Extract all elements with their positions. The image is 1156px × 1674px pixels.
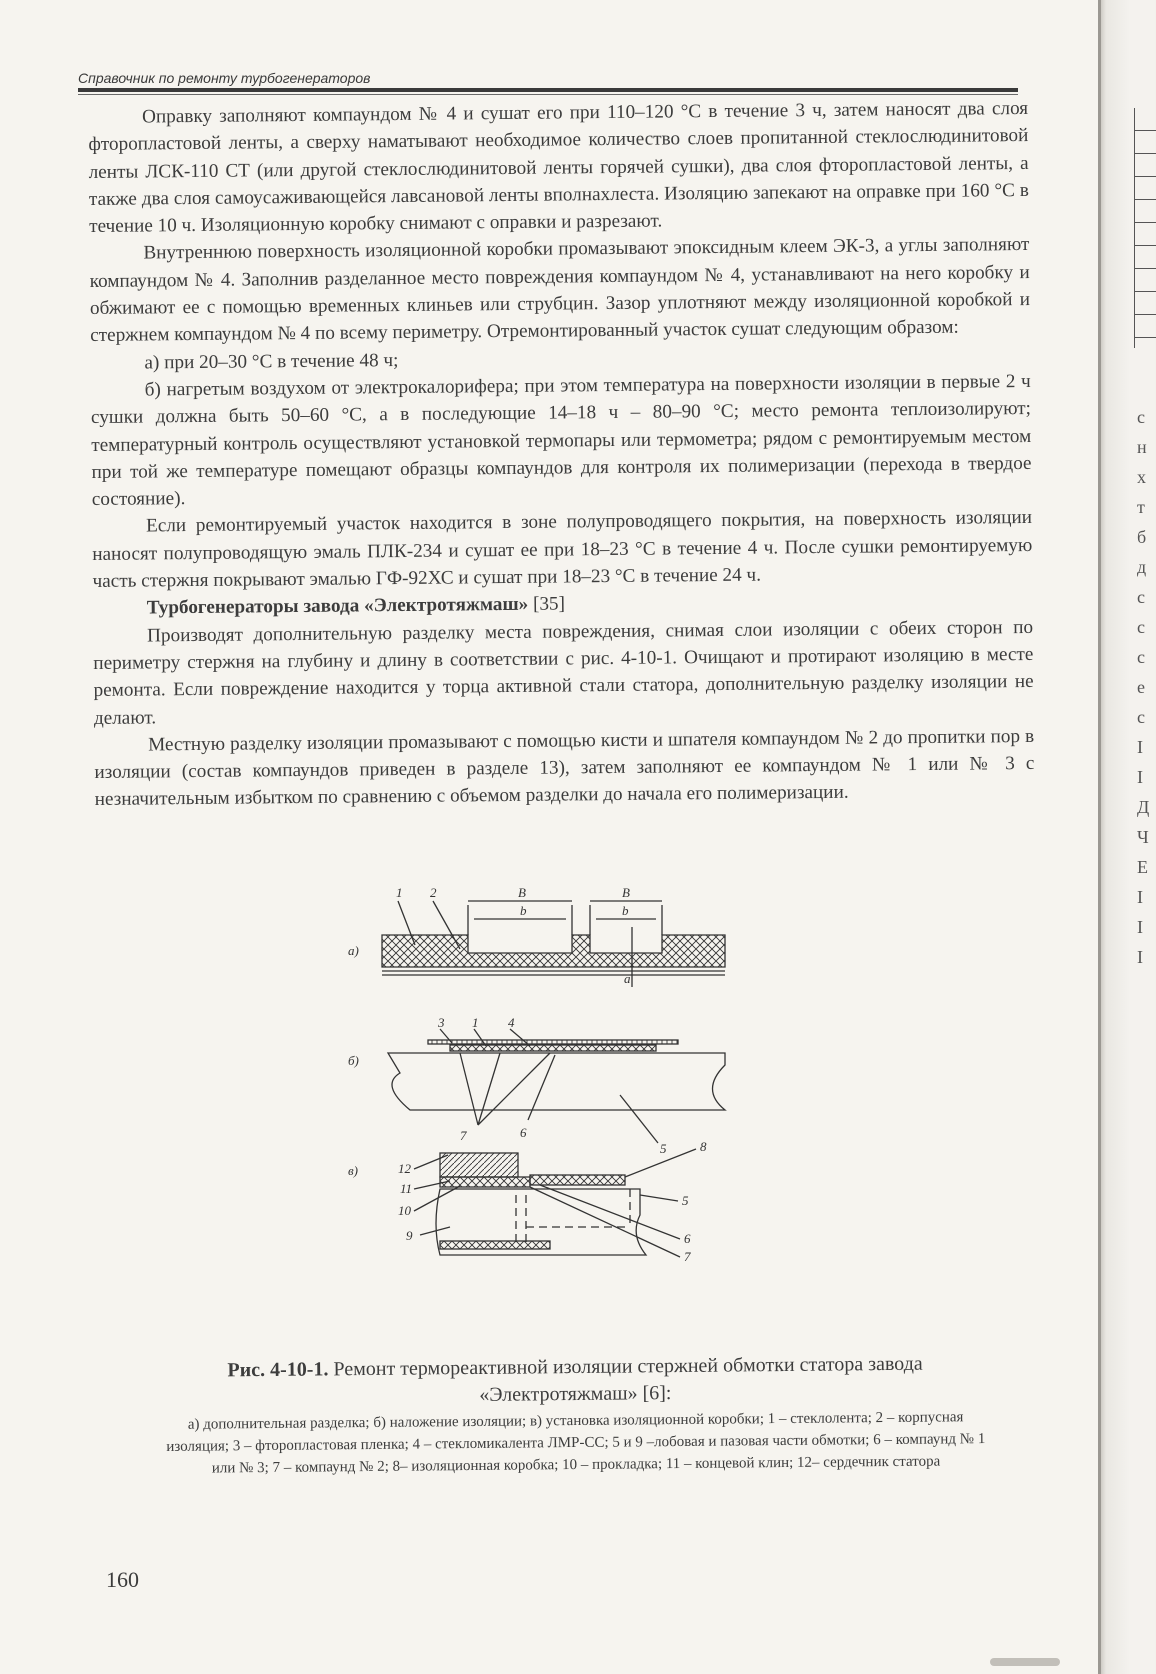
fragment-letter: І (1137, 767, 1143, 787)
glass-mica-tape (450, 1045, 656, 1051)
panel-a-label: а) (348, 943, 359, 958)
fragment-letter: н (1137, 437, 1147, 457)
page-edge (1098, 0, 1101, 1674)
callout-2: 2 (430, 885, 437, 900)
panel-b-label: б) (348, 1053, 359, 1068)
table-row (1135, 292, 1156, 315)
paragraph: Производят дополнительную разделку места повреждения, снимая слои изоляции с обеих сторон по периметру стержня на глубину и длину в соответствии с рис. 4-10-1. Очищают и протирают изоляцию в месте ремонта. Если повреждение находится у торца активной стали статора, дополнительную разделку изоляции не делают. (93, 616, 1034, 729)
list-item: б) нагретым воздухом от электрокалорифера; при этом температура на поверхности изоляции в первые 2 ч сушки должна быть 50–60 °С, а в последующие 14–18 ч – 80–90 °С; место ремонта теплоизолируют; температурный контроль осуществляют установкой термопары или термометра; рядом с ремонтируемым местом при той же температуре помещают образцы компаундов для контроля их полимеризации (перехода в твердое состояние). (90, 370, 1032, 511)
panel-v-label: в) (348, 1163, 358, 1178)
fragment-letter: Д (1137, 797, 1150, 817)
end-wedge (440, 1177, 530, 1187)
callout-11: 11 (400, 1181, 413, 1196)
leader-line (420, 1227, 450, 1235)
fragment-letter: Ч (1137, 827, 1149, 847)
fragment-letter: Е (1137, 857, 1148, 877)
fluoroplastic-film (428, 1040, 678, 1044)
fragment-letter: І (1137, 917, 1143, 937)
bar-insulation-a (382, 935, 725, 967)
callout-5: 5 (660, 1141, 667, 1156)
fragment-letter: д (1137, 557, 1147, 577)
list-item: а) при 20–30 °С в течение 48 ч; (144, 349, 399, 374)
leader-line (640, 1195, 678, 1201)
fragment-letter: с (1137, 707, 1145, 727)
dim-a-label: а (624, 971, 631, 986)
repair-diagram (340, 885, 810, 1345)
caption-legend: а) дополнительная разделка; б) наложение изоляции; в) установка изоляционной коробки; 1 – стеклолента; 2 – корпусная изоляция; 3 – фторопластовая пленка; 4 – стекломикалента ЛМР-СС; 5 и 9 –лобовая и пазовая части обмотки; 6 – компаунд № 1 или № 3; 7 – компаунд № 2; 8– изоляционная коробка; 10 – прокладка; 11 – концевой клин; 12– сердечник статора (166, 1409, 986, 1477)
figure-4-10-1 (340, 885, 810, 1345)
next-page-text-fragment (1137, 402, 1155, 972)
fragment-letter: е (1137, 677, 1145, 697)
callout-5: 5 (682, 1193, 689, 1208)
leader-line (460, 1053, 478, 1125)
callout-10: 10 (398, 1203, 411, 1218)
callout-7: 7 (684, 1249, 691, 1264)
caption-figure-number: Рис. 4-10-1. (227, 1358, 329, 1382)
table-row (1135, 177, 1156, 200)
callout-1: 1 (472, 1015, 479, 1030)
subheading-title: Турбогенераторы завода «Электротяжмаш» (146, 594, 529, 619)
fragment-letter: т (1137, 497, 1145, 517)
fragment-letter: х (1137, 467, 1146, 487)
dim-B-label: B (622, 885, 630, 900)
winding-section (388, 1053, 725, 1110)
table-row (1135, 200, 1156, 223)
table-row (1135, 131, 1156, 154)
fragment-letter: с (1137, 647, 1145, 667)
dim-b-label: b (622, 903, 629, 918)
stator-core (440, 1153, 518, 1177)
dim-B-label: B (518, 885, 526, 900)
fragment-letter: с (1137, 407, 1145, 427)
fragment-letter: І (1137, 887, 1143, 907)
body-text (88, 95, 1035, 814)
paragraph: Если ремонтируемый участок находится в зоне полупроводящего покрытия, на поверхность изоляции наносят полупроводящую эмаль ПЛК-234 и сушат ее при 18–23 °С в течение 4 ч. После сушки ремонтируемую часть стержня покрывают эмалью ГФ-92ХС и сушат при 18–23 °С в течение 24 ч. (92, 507, 1033, 593)
fragment-letter: І (1137, 947, 1143, 967)
table-row (1135, 315, 1156, 338)
callout-3: 3 (438, 1015, 445, 1030)
bottom-insulation (440, 1241, 550, 1249)
scan-smudge (990, 1658, 1060, 1666)
header-rule-thin (78, 94, 1018, 95)
paragraph: Оправку заполняют компаундом № 4 и сушат его при 110–120 °С в течение 3 ч, затем наносят два слоя фторопластовой ленты, а сверху наматывают необходимое количество слоев пропитанной стеклослюдинитовой ленты ЛСК-110 СТ (или другой стеклослюдинитовой ленты горячей сушки), два слоя фторопластовой ленты, а также два слоя самоусаживающейся лавсановой ленты вполнахлеста. Изоляцию запекают на оправке при 160 °С в течение 10 ч. Изоляционную коробку снимают с оправки и разрезают. (88, 97, 1029, 238)
callout-4: 4 (508, 1015, 515, 1030)
callout-9: 9 (406, 1228, 413, 1243)
fragment-letter: с (1137, 617, 1145, 637)
header-rule (78, 88, 1018, 92)
callout-6: 6 (520, 1125, 527, 1140)
dim-b-label: b (520, 903, 527, 918)
callout-1: 1 (396, 885, 403, 900)
caption-title-text: Ремонт термореактивной изоляции стержней обмотки статора завода «Электротяжмаш» [6]: (328, 1352, 923, 1406)
leader-line (620, 1095, 658, 1143)
caption-title (160, 1350, 990, 1412)
leader-line (540, 1185, 680, 1239)
table-row (1135, 269, 1156, 292)
callout-7: 7 (460, 1128, 467, 1143)
callout-6: 6 (684, 1231, 691, 1246)
table-row (1135, 154, 1156, 177)
paragraph: Местную разделку изоляции промазывают с помощью кисти и шпателя компаундом № 2 до пропитки пор в изоляции (состав компаундов приведен в разделе 13), затем заполняют ее компаундом № 1 или № 3 с незначительным избытком по сравнению с объемом разделки до начала его полимеризации. (94, 725, 1035, 811)
fragment-letter: б (1137, 527, 1147, 547)
fragment-letter: с (1137, 587, 1145, 607)
insulation-box (530, 1175, 625, 1185)
table-row (1135, 223, 1156, 246)
page-number: 160 (106, 1567, 139, 1592)
next-page-table-fragment (1134, 108, 1156, 348)
figure-caption (160, 1350, 991, 1480)
callout-8: 8 (700, 1139, 707, 1154)
callout-12: 12 (398, 1161, 411, 1176)
running-title: Справочник по ремонту турбогенераторов (78, 70, 371, 86)
paragraph: Внутреннюю поверхность изоляционной коробки промазывают эпоксидным клеем ЭК-3, а углы заполняют компаундом № 4. Заполнив разделанное место повреждения компаундом № 4, устанавливают на него коробку и обжимают ее с помощью временных клиньев или струбцин. Зазор уплотняют между изоляционной коробкой и стержнем компаундом № 4 по всему периметру. Отремонтированный участок сушат следующим образом: (89, 234, 1031, 347)
table-row (1135, 246, 1156, 269)
fragment-letter: І (1137, 737, 1143, 757)
table-row (1135, 108, 1156, 131)
subheading-reference: [35] (528, 593, 566, 616)
